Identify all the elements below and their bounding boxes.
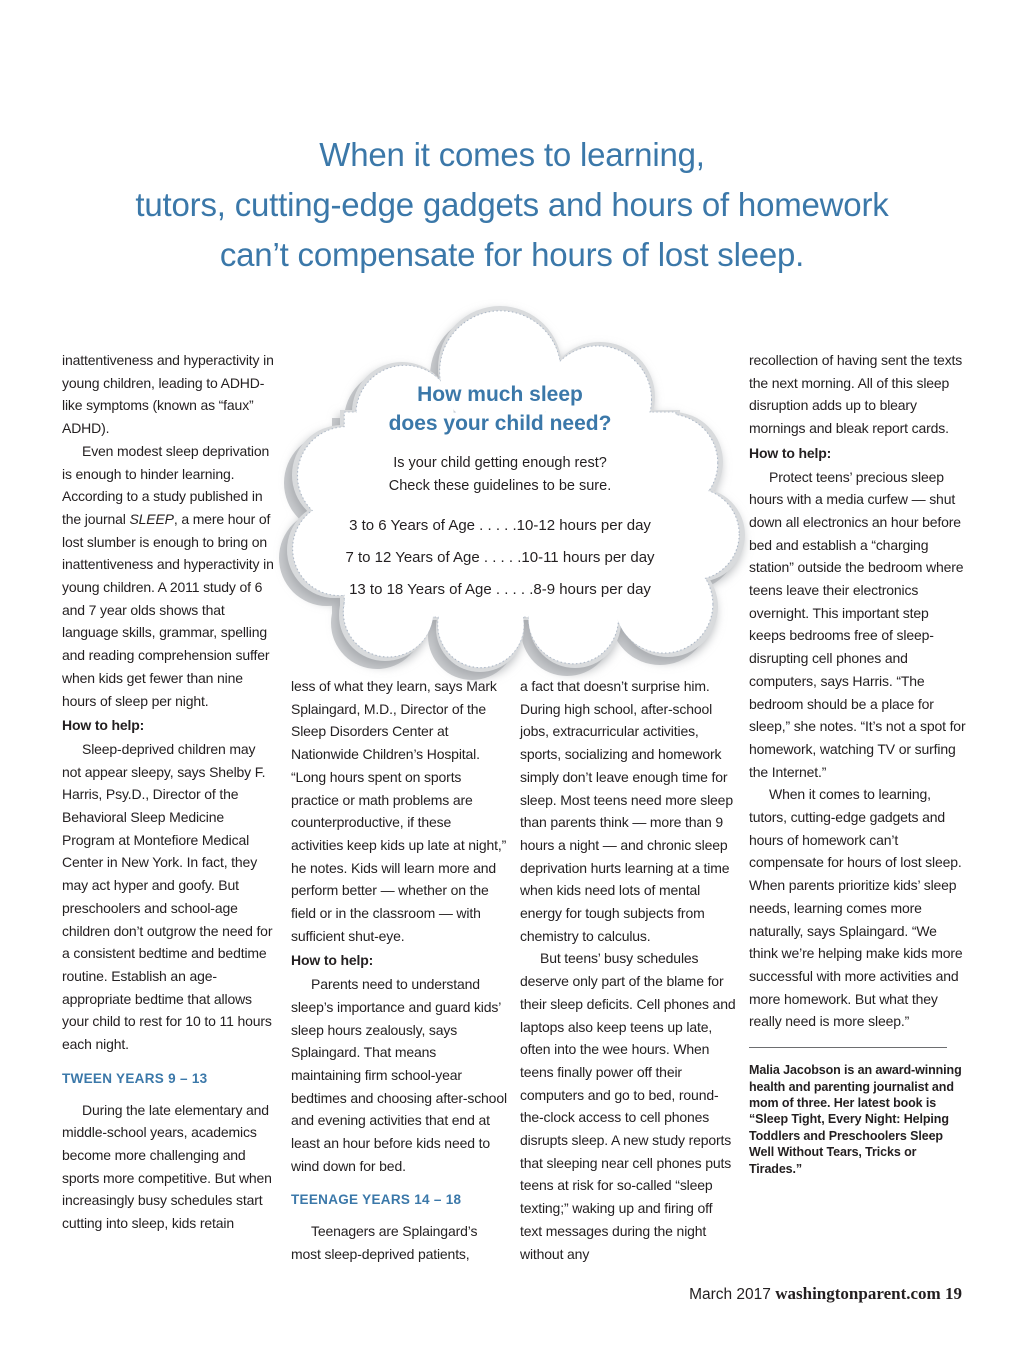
- sleep-guidelines-sidebar: [300, 380, 700, 606]
- sidebar-title-line-2: does your child need?: [388, 412, 612, 435]
- author-bio: Malia Jacobson is an award-winning health and parenting journalist and mom of three. Her latest book is “Sleep Tight, Every Night: Helping Toddlers and Preschoolers Sleep Well Without Tears, Tricks or Tirades.”: [749, 1063, 962, 1176]
- issue-date: March 2017: [689, 1286, 771, 1303]
- headline-line-2: tutors, cutting-edge gadgets and hours of homework: [135, 186, 889, 223]
- sidebar-intro-line-1: Is your child getting enough rest?: [393, 455, 607, 471]
- guideline-row: 13 to 18 Years of Age . . . . .8-9 hours per day: [349, 581, 651, 598]
- sidebar-intro: [300, 452, 700, 498]
- site-name: washingtonparent.com: [775, 1284, 941, 1303]
- guideline-list: [300, 510, 700, 606]
- page-footer: [689, 1284, 962, 1304]
- text-run: , a mere hour of lost slumber is enough to bring on inattentiveness and hyperactivity in young children. A 2011 study of 6 and 7 year olds shows that language skills, grammar, spelling and reading comprehension suffer when kids get fewer than nine hours of sleep per night.: [62, 510, 274, 709]
- paragraph: But teens’ busy schedules deserve only part of the blame for their sleep deficits. Cell phones and laptops also keep teens up late, often into the wee hours. When teens finally power off their computers and go to bed, round-the-clock access to cell phones disrupts sleep. A new study reports that sleeping near cell phones puts teens at risk for so-called “sleep texting;” waking up and firing off text messages during the night without any: [520, 950, 736, 1262]
- headline-line-3: can’t compensate for hours of lost sleep.: [219, 236, 805, 273]
- subheading-how-to-help: How to help:: [62, 717, 145, 734]
- paragraph: Sleep-deprived children may not appear sleepy, says Shelby F. Harris, Psy.D., Director of the Behavioral Sleep Medicine Program at Montefiore Medical Center in New York. In fact, they may act hyper and goofy. But preschoolers and school-age children don’t outgrow the need for a consistent bedtime and bedtime routine. Establish an age-appropriate bedtime that allows your child to rest for 10 to 11 hours each night.: [62, 740, 273, 1053]
- sidebar-title-line-1: How much sleep: [417, 383, 583, 406]
- headline-line-1: When it comes to learning,: [319, 136, 705, 173]
- paragraph: Protect teens’ precious sleep hours with a media curfew — shut down all electronics an hour before bed and establish a “charging station” outside the bedroom where teens leave their electronics overnight. This important step keeps bedrooms free of sleep-disrupting cell phones and computers, says Harris. “The bedroom should be a place for sleep,” she notes. “It’s not a spot for homework, watching TV or surfing the Internet.”: [749, 468, 966, 780]
- paragraph: When it comes to learning, tutors, cutting-edge gadgets and hours of homework can’t compensate for hours of lost sleep. When parents prioritize kids’ sleep needs, learning comes more naturally, says Splaingard. “We think we’re helping make kids more successful with more activities and more homework. But what they really need is more sleep.”: [749, 786, 963, 1030]
- guideline-row: 3 to 6 Years of Age . . . . .10-12 hours per day: [349, 517, 651, 534]
- text-run: Even modest sleep deprivation is enough to hinder learning. According to a study published in the journal: [62, 442, 270, 527]
- paragraph: Parents need to understand sleep’s importance and guard kids’ sleep hours zealously, says Splaingard. That means maintaining firm school-year bedtimes and choosing after-school and evening activities that end at least an hour before kids need to wind down for bed.: [291, 976, 507, 1174]
- paragraph: a fact that doesn’t surprise him. During high school, after-school jobs, extracurricular activities, sports, socializing and homework simply don’t leave enough time for sleep. Most teens need more sleep than parents think — more than 9 hours a night — and chronic sleep deprivation hurts learning at a time when kids need lots of mental energy for tough subjects from chemistry to calculus.: [520, 678, 733, 944]
- paragraph: inattentiveness and hyperactivity in young children, leading to ADHD-like symptoms (known as “faux” ADHD).: [62, 352, 274, 437]
- paragraph: recollection of having sent the texts the next morning. All of this sleep disruption adds up to bleary mornings and bleak report cards.: [749, 352, 963, 437]
- section-heading-tween: TWEEN YEARS 9 – 13: [62, 1070, 208, 1086]
- section-heading-teen: TEENAGE YEARS 14 – 18: [291, 1192, 462, 1208]
- paragraph: Teenagers are Splaingard’s most sleep-deprived patients,: [291, 1223, 478, 1262]
- sidebar-title: [300, 380, 700, 438]
- guideline-row: 7 to 12 Years of Age . . . . .10-11 hours per day: [345, 549, 655, 566]
- subheading-how-to-help: How to help:: [291, 952, 374, 969]
- subheading-how-to-help: How to help:: [749, 444, 832, 461]
- paragraph: less of what they learn, says Mark Splaingard, M.D., Director of the Sleep Disorders Center at Nationwide Children’s Hospital. “Long hours spent on sports practice or math problems are counterproductive, if these activities keep kids up late at night,” he notes. Kids will learn more and perform better — whether on the field or in the classroom — with sufficient shut-eye.: [291, 678, 507, 944]
- journal-name: SLEEP: [129, 510, 174, 527]
- page-number: 19: [945, 1284, 962, 1303]
- paragraph: During the late elementary and middle-school years, academics become more challenging and sports more competitive. But when increasingly busy schedules start cutting into sleep, kids retain: [62, 1101, 272, 1232]
- sidebar-intro-line-2: Check these guidelines to be sure.: [388, 478, 612, 494]
